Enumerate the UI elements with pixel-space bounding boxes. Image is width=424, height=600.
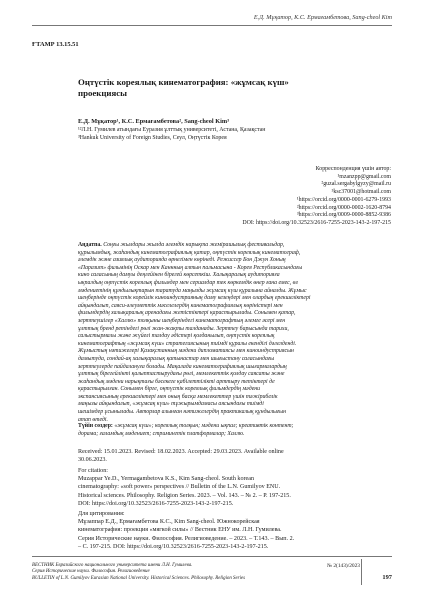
doi-link[interactable]: DOI: https://doi.org/10.32523/2616-7255-2023-143-2-197-215 bbox=[242, 219, 391, 226]
citation-line: – С. 197-215. DOI: https://doi.org/10.32523/2616-7255-2023-143-2-197-215. bbox=[78, 543, 269, 550]
page-number-box bbox=[361, 559, 392, 585]
abstract-line: ұлттық бренд ретіндегі рөлі жан-жақты талданады. Зерттеу барысында тарихи, bbox=[78, 325, 289, 332]
footer-rule bbox=[32, 556, 392, 557]
abstract-line: шеңберінде оңтүстік корейлік киноиндустрияның даму кезеңдері мен олардың ерекшеліктері bbox=[78, 295, 311, 302]
citation-russian bbox=[78, 510, 391, 551]
gramp-code: ҒТАМР 13.15.51 bbox=[32, 41, 79, 48]
keywords-line: дорама; ғаламдық мәдениет; стримингтік платформалар; Халлю. bbox=[78, 430, 245, 437]
keywords-line: Түйін сөздер: «жұмсақ күш»; кореялық толқын; мәдени ықпал; креативтік контент; bbox=[78, 423, 294, 429]
citation-line: Серия Исторические науки. Философия. Религиоведение. – 2023. – Т.143. – Вып. 2. bbox=[78, 535, 295, 542]
abstract-line: зерттеулерде пайдалануға болады. Мақалада кинематографиялық шығармалардың bbox=[78, 363, 287, 370]
correspondence-email: ¹mzanzpp@gmail.com bbox=[337, 173, 391, 180]
orcid-link[interactable]: ³https://orcid.org/0009-0000-8852-9386 bbox=[296, 212, 391, 219]
page-number: 197 bbox=[382, 574, 392, 581]
abstract-line: ұлттық бірегейлікті қалыптастырудағы рөлі, мемлекеттік қолдау саясаты және bbox=[78, 371, 285, 378]
abstract-line: маңызы айқындалып, «жұмсақ күш» тұжырымдамасы аясындағы тиімді bbox=[78, 401, 264, 408]
affiliation-1: ¹²Л.Н. Гумилев атындағы Еуразия ұлттық университеті, Астана, Қазақстан bbox=[78, 127, 266, 133]
correspondence-block bbox=[231, 166, 391, 228]
abstract-line: атап өтеді. bbox=[78, 416, 108, 423]
abstract-label: Аңдатпа. bbox=[78, 242, 102, 248]
abstract-line: «Паразит» фильмінің Оскар мен Каннның алтын пальмасына - Корея Республикасындағы bbox=[78, 264, 303, 271]
issue-number: № 2(143)/2023 bbox=[326, 563, 360, 569]
citation-doi[interactable]: DOI: https://doi.org/10.32523/2616-7255-2023-143-2-197-215. bbox=[78, 500, 234, 507]
abstract-line: қарастырылған. Сонымен бірге, оңтүстік кореялық фильмдердің мәдени bbox=[78, 386, 261, 393]
abstract-line: Жұмыстың нәтижелері Қазақстанның мәдени дипломатиясы мен киноиндустриясын bbox=[78, 348, 294, 355]
orcid-link[interactable]: ²https://orcid.org/0000-0002-1620-8794 bbox=[296, 204, 391, 211]
abstract-line: мәдениетінің құндылықтарын таратуда маңызды жұмсақ күш құралына айналды. Жұмыс bbox=[78, 287, 307, 294]
orcid-link[interactable]: ¹https://orcid.org/0000-0001-6279-1993 bbox=[296, 196, 391, 203]
abstract-line: кино саласының дамуы деңгейінен бірегей көрсеткіш. Халықаралық аудиторияға bbox=[78, 272, 280, 279]
abstract-line: фильмдердің халықаралық аренадағы жетістіктері қарастырылады. Сонымен қатар, bbox=[78, 310, 296, 317]
affiliation-2: ³Hankuk University of Foreign Studies, Сеул, Оңтүстік Корея bbox=[78, 135, 227, 141]
abstract-line: ықпалдың оңтүстік кореялық фильмдер мен сериалдар тек көркемдік өнер ғана емес, өз bbox=[78, 279, 298, 286]
footer-journal-line: ВЕСТНИК Евразийского национального университета имени Л.Н. Гумилева. bbox=[32, 563, 193, 568]
article-title bbox=[78, 77, 378, 99]
abstract-line: Аңдатпа. Соңғы жылдары жылда әлемдік нарықта жемірашылық фестивальдар, bbox=[78, 242, 285, 248]
abstract-line: салыстырмалы және жүйелі талдау әдістері қолданылып, оңтүстік кореялық bbox=[78, 333, 275, 340]
received-line: 30.06.2023. bbox=[78, 457, 107, 464]
abstract-line: экспансиясының ерекшеліктері мен оның басқа мемлекеттер үшін тәжірибелік bbox=[78, 393, 278, 400]
citation-heading: Для цитирования: bbox=[78, 511, 125, 517]
citation-english bbox=[78, 467, 391, 508]
abstract-line: зерттеушілер «Халлю» толқыны шеңберіндегі кинематографтың әлемге әсері мен bbox=[78, 317, 286, 324]
received-dates bbox=[78, 448, 391, 464]
abstract-line: жаһандық мәдени нарықтағы бәсекеге қабілеттілікті арттыру тетіктері де bbox=[78, 378, 275, 385]
running-header: Е.Д. Мұқатор, К.С. Ермағамбетова, Sang-cheol Kim bbox=[253, 14, 392, 21]
abstract-line: шешімдер ұсынылады. Авторлар алынған нәтижелердің практикалық құндылығын bbox=[78, 409, 286, 416]
citation-line: cinematography: «soft power» perspectives // Bulletin of the L.N. Gumilyov ENU. bbox=[78, 484, 281, 491]
citation-line: кинематография: проекция «мягкой силы» // Вестник ЕНУ им. Л.Н. Гумилева. bbox=[78, 527, 282, 534]
footer-journal bbox=[32, 563, 245, 582]
citation-line: Historical sciences. Philosophy. Religion Series. 2023. – Vol. 143. – № 2. – P. 197-215. bbox=[78, 492, 291, 499]
abstract-line: кинематографтың «жұмсақ күш» стратегиясының тиімді құралы екендігі дәлелденді. bbox=[78, 340, 297, 347]
correspondence-heading: Корреспонденция үшін автор: bbox=[315, 166, 391, 172]
citation-line: Muzappar Ye.D., Yermagambetova K.S., Kim Sang-cheol. South korean bbox=[78, 476, 255, 483]
header-rule bbox=[32, 25, 392, 26]
keywords-label: Түйін сөздер: bbox=[78, 423, 113, 429]
received-line: Received: 15.01.2023. Revised: 18.02.2023. Accepted: 29.03.2023. Available online bbox=[78, 449, 284, 455]
title-line-2: проекциясы bbox=[78, 88, 128, 98]
abstract-line: дамытуда, сондай-ақ халықаралық қатынастар мен шығыстану саласындағы bbox=[78, 355, 275, 362]
title-line-1: Оңтүстік кореялық кинематография: «жұмсақ күш» bbox=[78, 77, 289, 87]
abstract-line: құрылымдық, жаһандық кинематографиялық қатар, оңтүстік кореялық кинематограф, bbox=[78, 249, 301, 256]
abstract-line: әлемдік және азиялық аудиторияда өрнегімен көрінеді. Режиссер Бон Джун Хоның bbox=[78, 257, 286, 264]
correspondence-email: ³ksc37001@hotmail.com bbox=[331, 189, 391, 196]
footer-journal-line: BULLETIN of L.N. Gumilyov Eurasian National University. Historical Sciences. Philosophy. Religion Series bbox=[32, 575, 246, 581]
citation-heading: For citation: bbox=[78, 468, 108, 474]
correspondence-email: ²guzal.sergabylgyzy@mail.ru bbox=[321, 181, 391, 188]
citation-line: Мұзаппар Е.Д., Ермағамбетова К.С., Kim Sang-cheol. Южнокорейская bbox=[78, 519, 260, 526]
keywords bbox=[78, 423, 391, 438]
abstract-line: айқындалып, саяси-әлеуметтік мәселелердің кинематографиялық көріністері мен bbox=[78, 302, 283, 309]
footer-journal-line: Серия Исторические науки. Философия. Религиоведение bbox=[32, 569, 150, 575]
abstract bbox=[78, 242, 391, 424]
authors-line: Е.Д. Мұқатор¹, К.С. Ермағамбетова², Sang-cheol Kim³ bbox=[78, 118, 229, 125]
